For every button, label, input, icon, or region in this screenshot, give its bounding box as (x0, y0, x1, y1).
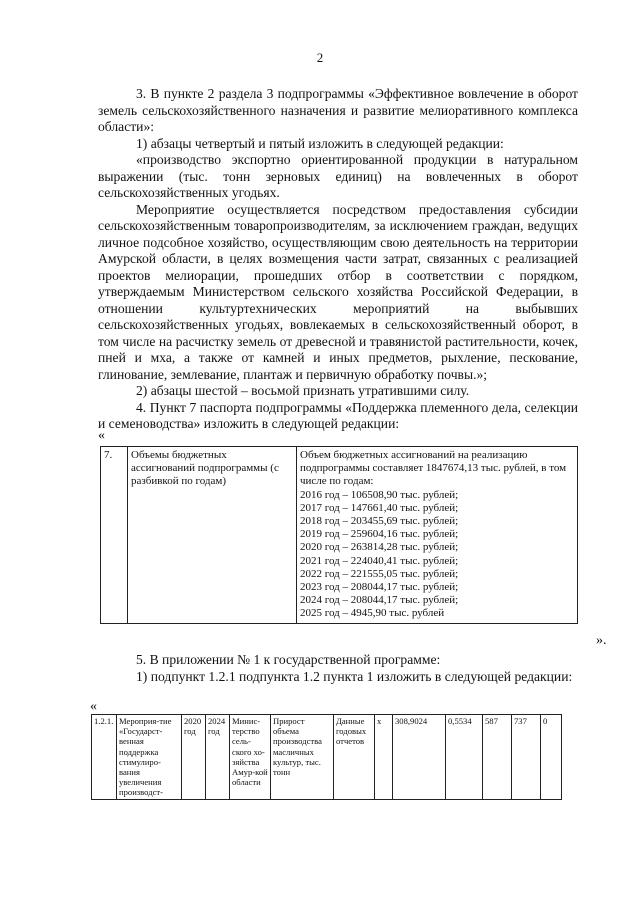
paragraph-measure: Мероприятие осуществляется посредством предоставления субсидии сельскохозяйственным товаропроизводителям, за исключением граждан, ведущих личное подсобное хозяйство, осуществляющим свою деятельность на территории Амурской области, в целях возмещения части затрат, связанных с реализацией проектов мелиорации, прошедших отбор в соответствии с порядком, утверждаемым Министерством сельского хозяйства Российской Федерации, в отношении культуртехнических мероприятий на выбывших сельскохозяйственных угодьях, вовлекаемых в сельскохозяйственный оборот, в том числе на расчистку земель от древесной и травянистой растительности, кочек, пней и мха, а также от камней и иных предметов, рыхление, пескование, глинование, землевание, плантаж и первичную обработку почвы.»; (98, 201, 578, 382)
year-line: 2016 год – 106508,90 тыс. рублей; (300, 488, 459, 501)
body-text-top (98, 86, 578, 433)
table-cell: Данные годовых отчетов (334, 715, 375, 800)
table-cell: 2020 год (182, 715, 206, 800)
paragraph-item2: 2) абзацы шестой – восьмой признать утратившими силу. (136, 383, 470, 398)
table-cell: 2024 год (206, 715, 230, 800)
table-row (101, 447, 578, 624)
year-line: 2022 год – 221555,05 тыс. рублей; (300, 567, 459, 580)
year-line: 2020 год – 263814,28 тыс. рублей; (300, 541, 459, 554)
row-label: Объемы бюджетных ассигнований подпрограммы (с разбивкой по годам) (128, 447, 297, 624)
year-line: 2017 год – 147661,40 тыс. рублей; (300, 501, 459, 514)
open-quote-1: « (98, 428, 105, 443)
paragraph-section4: 4. Пункт 7 паспорта подпрограммы «Поддержка племенного дела, селекции и семеноводства» изложить в следующей редакции: (98, 399, 578, 431)
year-line: 2024 год – 208044,17 тыс. рублей; (300, 594, 459, 607)
paragraph-section5: 5. В приложении № 1 к государственной программе: (136, 652, 441, 667)
budget-intro: Объем бюджетных ассигнований на реализацию подпрограммы составляет 1847674,13 тыс. рублей, в том числе по годам: (300, 449, 567, 488)
budget-table (100, 446, 578, 624)
page-number: 2 (316, 50, 324, 65)
table-cell: 587 (483, 715, 512, 800)
paragraph-subitem: 1) подпункт 1.2.1 подпункта 1.2 пункта 1 изложить в следующей редакции: (136, 668, 573, 684)
table-cell: Мероприя-тие «Государст-венная поддержка стимулиро-вания увеличения производст- (117, 715, 182, 800)
paragraph-item1: 1) абзацы четвертый и пятый изложить в следующей редакции: (136, 135, 504, 151)
table-cell: 308,9024 (393, 715, 446, 800)
table-cell: 737 (512, 715, 541, 800)
paragraph-section3: 3. В пункте 2 раздела 3 подпрограммы «Эффективное вовлечение в оборот земель сельскохозяйственного назначения и развитие мелиоративного комплекса области»: (98, 86, 578, 134)
row-number: 7. (101, 447, 128, 624)
program-table (91, 714, 562, 800)
table-cell: Прирост объема производства масличных культур, тыс. тонн (271, 715, 334, 800)
year-line: 2019 год – 259604,16 тыс. рублей; (300, 528, 459, 541)
year-line: 2023 год – 208044,17 тыс. рублей; (300, 581, 459, 594)
body-text-bottom (98, 652, 578, 685)
table-cell: 0,5534 (446, 715, 483, 800)
table-cell: 1.2.1. (92, 715, 117, 800)
year-line: 2021 год – 224040,41 тыс. рублей; (300, 554, 459, 567)
year-line: 2018 год – 203455,69 тыс. рублей; (300, 515, 459, 528)
year-line: 2025 год – 4945,90 тыс. рублей (300, 607, 445, 620)
table-cell: Минис-терство сель-ского хо-зяйства Амур-кой области (230, 715, 271, 800)
paragraph-quote-production: «производство экспортно ориентированной продукции в натуральном выражении (тыс. тонн зерновых единиц) на вовлеченных в оборот сельскохозяйственных угодьях. (98, 152, 578, 200)
close-quote: ». (596, 633, 607, 648)
table-cell: х (375, 715, 393, 800)
table-row (92, 715, 562, 800)
table-cell: 0 (541, 715, 562, 800)
row-value (297, 447, 578, 624)
open-quote-2: « (90, 699, 97, 714)
